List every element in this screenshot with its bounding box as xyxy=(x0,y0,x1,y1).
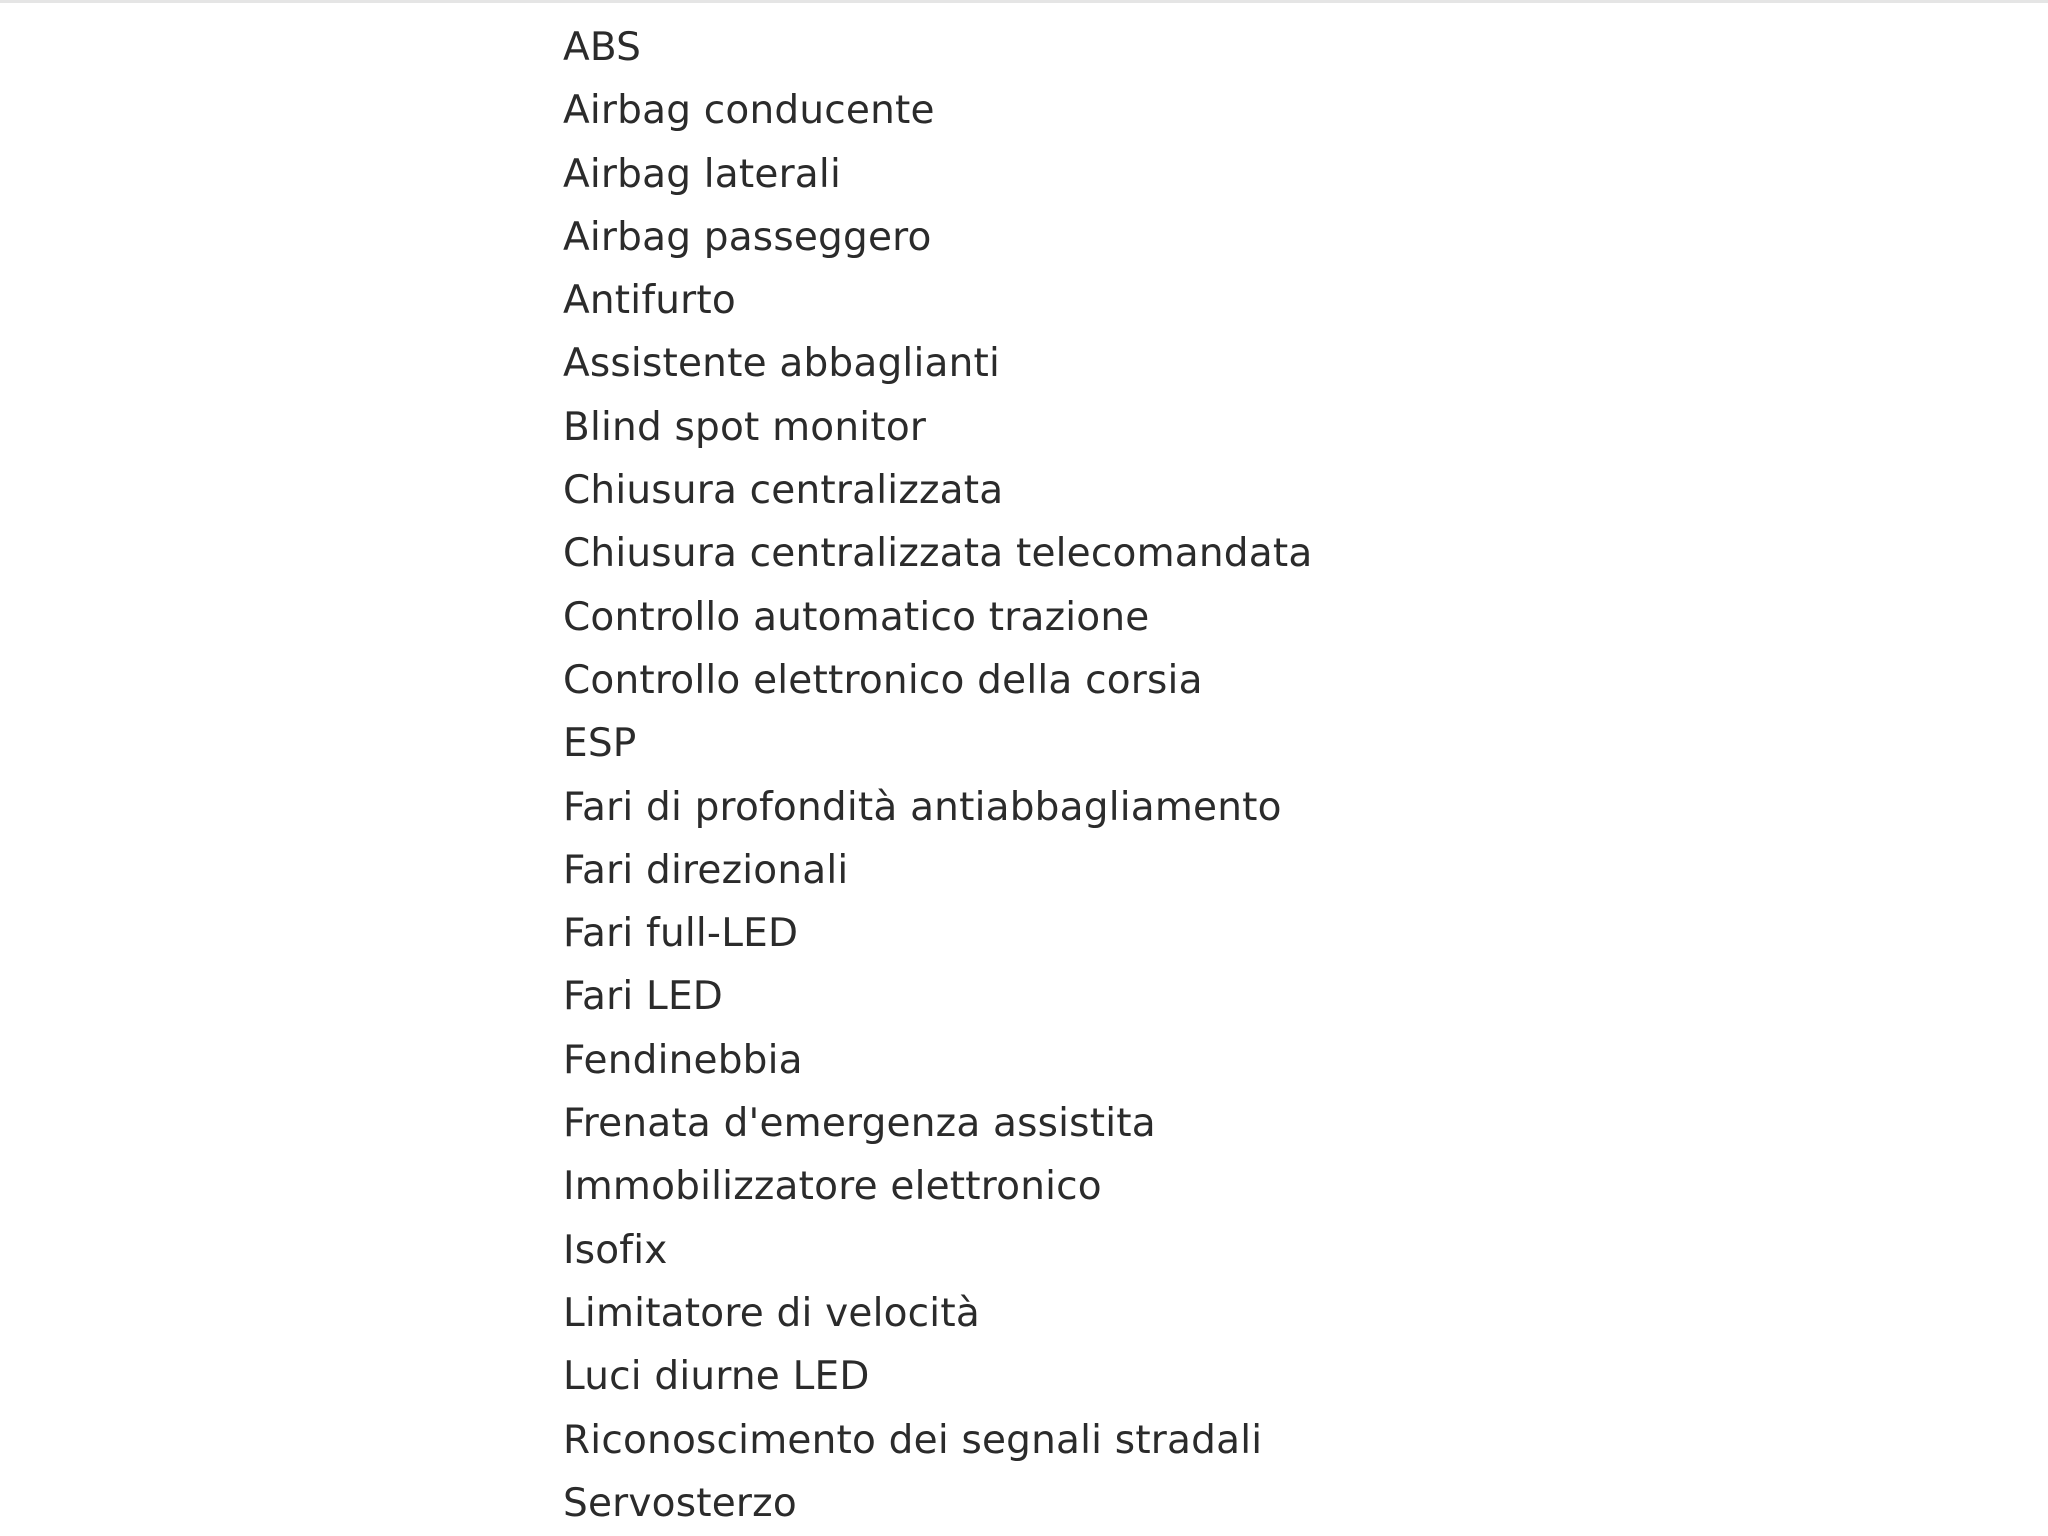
feature-item: Controllo elettronico della corsia xyxy=(563,657,1203,703)
feature-item: Isofix xyxy=(563,1227,668,1273)
feature-item: Luci diurne LED xyxy=(563,1354,870,1400)
feature-item: Blind spot monitor xyxy=(563,404,927,450)
feature-item: Controllo automatico trazione xyxy=(563,594,1150,640)
top-divider xyxy=(0,0,2048,3)
feature-item: Fendinebbia xyxy=(563,1037,803,1083)
feature-item: Chiusura centralizzata telecomandata xyxy=(563,531,1313,577)
feature-item: Airbag conducente xyxy=(563,88,935,134)
feature-item: Chiusura centralizzata xyxy=(563,468,1004,514)
feature-item: Fari full-LED xyxy=(563,911,799,957)
feature-item: Frenata d'emergenza assistita xyxy=(563,1101,1156,1147)
feature-item: Airbag laterali xyxy=(563,151,841,197)
feature-item: Limitatore di velocità xyxy=(563,1290,980,1336)
feature-item: ABS xyxy=(563,25,642,70)
feature-item: Fari direzionali xyxy=(563,847,849,893)
feature-item: Airbag passeggero xyxy=(563,214,932,260)
feature-item: ESP xyxy=(563,721,637,767)
feature-item: Riconoscimento dei segnali stradali xyxy=(563,1417,1263,1463)
feature-item: Immobilizzatore elettronico xyxy=(563,1164,1102,1210)
feature-item: Servosterzo xyxy=(563,1480,797,1526)
feature-item: Assistente abbaglianti xyxy=(563,341,1001,387)
feature-item: Fari di profondità antiabbagliamento xyxy=(563,784,1282,830)
feature-item: Antifurto xyxy=(563,278,736,324)
feature-item: Fari LED xyxy=(563,974,724,1020)
features-list xyxy=(563,16,1763,1535)
